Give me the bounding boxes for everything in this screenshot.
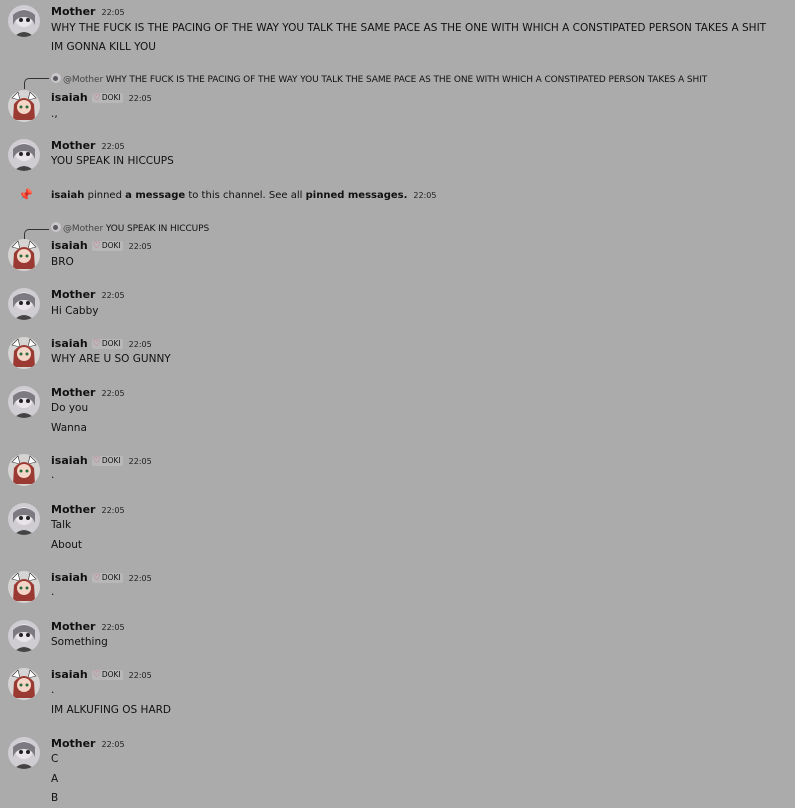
heart-icon: ♡ (92, 573, 101, 583)
author-name[interactable] (51, 139, 125, 152)
author-name[interactable] (51, 91, 152, 104)
server-tag[interactable] (92, 241, 123, 251)
author-name[interactable] (51, 620, 125, 633)
message-line: B (51, 792, 59, 804)
timestamp: 22:05 (101, 291, 125, 300)
timestamp: 22:05 (128, 94, 152, 103)
avatar-isaiah[interactable] (8, 239, 40, 271)
author-name[interactable] (51, 668, 152, 681)
timestamp: 22:05 (101, 623, 125, 632)
message-line: Do you (51, 402, 89, 414)
author-name[interactable] (51, 337, 152, 350)
timestamp: 22:05 (128, 574, 152, 583)
reply-preview[interactable] (51, 73, 707, 85)
message-line: Talk (51, 519, 72, 531)
author-name[interactable] (51, 571, 152, 584)
message-line: Something (51, 636, 108, 648)
server-tag-label: DOKI (101, 573, 121, 582)
heart-icon: ♡ (92, 339, 101, 349)
pin-icon: 📌 (18, 188, 33, 202)
timestamp: 22:05 (128, 340, 152, 349)
author-name[interactable] (51, 239, 152, 252)
author-label[interactable]: Mother (51, 288, 96, 301)
server-tag-label: DOKI (101, 339, 121, 348)
server-tag[interactable] (92, 456, 123, 466)
author-label[interactable]: Mother (51, 503, 96, 516)
message-line: YOU SPEAK IN HICCUPS (51, 155, 174, 167)
heart-icon: ♡ (92, 93, 101, 103)
author-label[interactable]: Mother (51, 139, 96, 152)
message-line: C (51, 753, 59, 765)
system-link-pinned[interactable]: pinned messages. (305, 190, 408, 201)
message-line: . (51, 684, 55, 696)
timestamp: 22:05 (101, 142, 125, 151)
avatar-mother[interactable] (8, 5, 40, 37)
message-line: WHY THE FUCK IS THE PACING OF THE WAY YOU TALK THE SAME PACE AS THE ONE WITH WHICH A CONSTIPATED PERSON TAKES A SHIT (51, 22, 767, 34)
system-link-message[interactable]: a message (125, 190, 186, 201)
author-label[interactable]: isaiah (51, 91, 88, 104)
author-name[interactable] (51, 737, 125, 750)
avatar-isaiah[interactable] (8, 668, 40, 700)
author-label[interactable]: isaiah (51, 337, 88, 350)
avatar-mother[interactable] (8, 503, 40, 535)
message-line: . (51, 586, 55, 598)
system-actor[interactable]: isaiah (51, 190, 85, 201)
author-label[interactable]: isaiah (51, 571, 88, 584)
author-label[interactable]: Mother (51, 5, 96, 18)
author-name[interactable] (51, 454, 152, 467)
avatar-mother[interactable] (8, 139, 40, 171)
reply-mention[interactable]: @Mother (63, 75, 104, 85)
message-line: Hi Cabby (51, 305, 99, 317)
author-name[interactable] (51, 5, 125, 18)
timestamp: 22:05 (101, 8, 125, 17)
avatar-mother[interactable] (8, 386, 40, 418)
author-name[interactable] (51, 386, 125, 399)
server-tag[interactable] (92, 93, 123, 103)
heart-icon: ♡ (92, 241, 101, 251)
avatar-isaiah[interactable] (8, 571, 40, 603)
heart-icon: ♡ (92, 670, 101, 680)
server-tag-label: DOKI (101, 670, 121, 679)
server-tag-label: DOKI (101, 93, 121, 102)
timestamp: 22:05 (128, 671, 152, 680)
author-label[interactable]: Mother (51, 737, 96, 750)
reply-avatar-icon (51, 73, 61, 83)
reply-mention[interactable]: @Mother (63, 224, 104, 234)
reply-text[interactable]: YOU SPEAK IN HICCUPS (105, 224, 210, 234)
reply-spine (24, 78, 49, 89)
avatar-mother[interactable] (8, 288, 40, 320)
message-line: BRO (51, 256, 74, 268)
author-name[interactable] (51, 503, 125, 516)
pin-notice (51, 190, 436, 201)
author-label[interactable]: Mother (51, 620, 96, 633)
timestamp: 22:05 (101, 740, 125, 749)
author-label[interactable]: isaiah (51, 239, 88, 252)
message-line: ., (51, 108, 58, 120)
message-line: Wanna (51, 422, 87, 434)
avatar-isaiah[interactable] (8, 90, 40, 122)
timestamp: 22:05 (101, 389, 125, 398)
message-line: A (51, 773, 59, 785)
message-line: WHY ARE U SO GUNNY (51, 353, 171, 365)
server-tag-label: DOKI (101, 456, 121, 465)
avatar-mother[interactable] (8, 737, 40, 769)
author-label[interactable]: isaiah (51, 668, 88, 681)
timestamp: 22:05 (128, 242, 152, 251)
timestamp: 22:05 (101, 506, 125, 515)
message-line: IM GONNA KILL YOU (51, 41, 156, 53)
timestamp: 22:05 (413, 191, 437, 200)
timestamp: 22:05 (128, 457, 152, 466)
server-tag-label: DOKI (101, 241, 121, 250)
message-line: About (51, 539, 83, 551)
message-line: . (51, 469, 55, 481)
reply-text[interactable]: WHY THE FUCK IS THE PACING OF THE WAY YOU TALK THE SAME PACE AS THE ONE WITH WHICH A CONSTIPATED PERSON TAKES A SHIT (105, 75, 708, 85)
system-text: to this channel. See all (188, 190, 303, 201)
reply-spine (24, 229, 49, 240)
avatar-isaiah[interactable] (8, 454, 40, 486)
reply-avatar-icon (51, 222, 61, 232)
avatar-isaiah[interactable] (8, 337, 40, 369)
author-label[interactable]: Mother (51, 386, 96, 399)
reply-preview[interactable] (51, 222, 209, 234)
system-text: pinned (87, 190, 122, 201)
author-name[interactable] (51, 288, 125, 301)
server-tag[interactable] (92, 339, 123, 349)
author-label[interactable]: isaiah (51, 454, 88, 467)
server-tag[interactable] (92, 670, 123, 680)
message-line: IM ALKUFING OS HARD (51, 704, 172, 716)
avatar-mother[interactable] (8, 620, 40, 652)
server-tag[interactable] (92, 573, 123, 583)
heart-icon: ♡ (92, 456, 101, 466)
